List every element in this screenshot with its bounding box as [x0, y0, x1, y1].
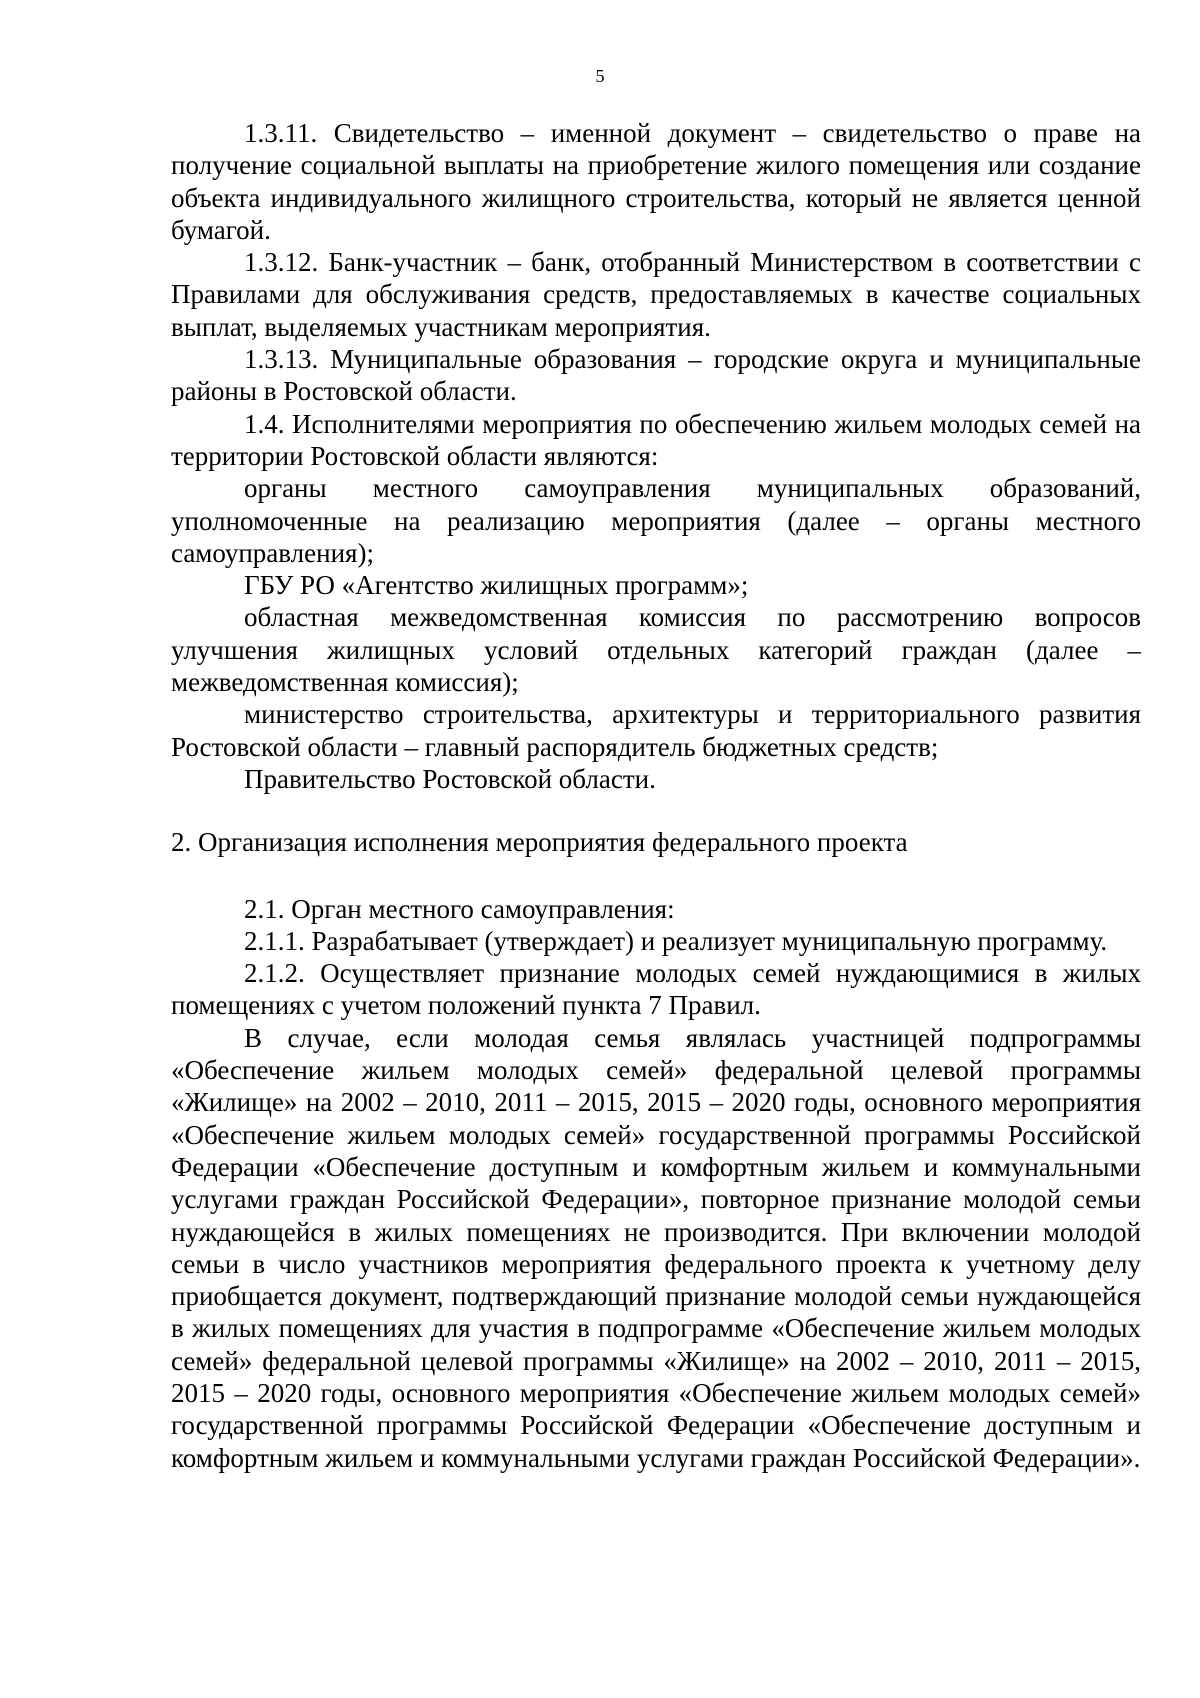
- list-item-local-government: органы местного самоуправления муниципальных образований, уполномоченные на реализацию мероприятия (далее – органы местного самоуправления);: [171, 473, 1141, 568]
- paragraph-1-3-12: 1.3.12. Банк-участник – банк, отобранный Министерством в соответствии с Правилами для обслуживания средств, предоставляемых в качестве социальных выплат, выделяемых участникам мероприятия.: [171, 247, 1141, 342]
- list-item-interdepartmental-commission: областная межведомственная комиссия по рассмотрению вопросов улучшения жилищных условий отдельных категорий граждан (далее – межведомственная комиссия);: [171, 602, 1141, 698]
- list-item-government: Правительство Ростовской области.: [244, 763, 656, 794]
- section-heading: 2. Организация исполнения мероприятия федерального проекта: [171, 827, 908, 858]
- paragraph-1-4: 1.4. Исполнителями мероприятия по обеспечению жильем молодых семей на территории Ростовской области являются:: [171, 408, 1141, 471]
- paragraph-1-3-11: 1.3.11. Свидетельство – именной документ – свидетельство о праве на получение социальной выплаты на приобретение жилого помещения или создание объекта индивидуального жилищного строительства, который не является ценной бумагой.: [171, 118, 1141, 245]
- paragraph-2-1-2: 2.1.2. Осуществляет признание молодых семей нуждающимися в жилых помещениях с учетом положений пункта 7 Правил.: [171, 958, 1141, 1021]
- list-item-housing-agency: ГБУ РО «Агентство жилищных программ»;: [244, 570, 749, 601]
- paragraph-2-1-1: 2.1.1. Разрабатывает (утверждает) и реализует муниципальную программу.: [244, 925, 1108, 956]
- paragraph-1-3-13: 1.3.13. Муниципальные образования – городские округа и муниципальные районы в Ростовской области.: [171, 344, 1141, 407]
- paragraph-repeat-recognition: В случае, если молодая семья являлась участницей подпрограммы «Обеспечение жильем молодых семей» федеральной целевой программы «Жилище» на 2002 – 2010, 2011 – 2015, 2015 – 2020 годы, основного мероприятия «Обеспечение жильем молодых семей» государственной программы Российской Федерации «Обеспечение доступным и комфортным жильем и коммунальными услугами граждан Российской Федерации», повторное признание молодой семьи нуждающейся в жилых помещениях не производится. При включении молодой семьи в число участников мероприятия федерального проекта к учетному делу приобщается документ, подтверждающий признание молодой семьи нуждающейся в жилых помещениях для участия в подпрограмме «Обеспечение жильем молодых семей» федеральной целевой программы «Жилище» на 2002 – 2010, 2011 – 2015, 2015 – 2020 годы, основного мероприятия «Обеспечение жильем молодых семей» государственной программы Российской Федерации «Обеспечение доступным и комфортным жильем и коммунальными услугами граждан Российской Федерации».: [171, 1022, 1141, 1473]
- paragraph-2-1: 2.1. Орган местного самоуправления:: [244, 893, 675, 924]
- page-number: 5: [595, 66, 605, 86]
- list-item-ministry: министерство строительства, архитектуры и территориального развития Ростовской области – главный распорядитель бюджетных средств;: [171, 699, 1141, 762]
- document-body: [171, 117, 1141, 1474]
